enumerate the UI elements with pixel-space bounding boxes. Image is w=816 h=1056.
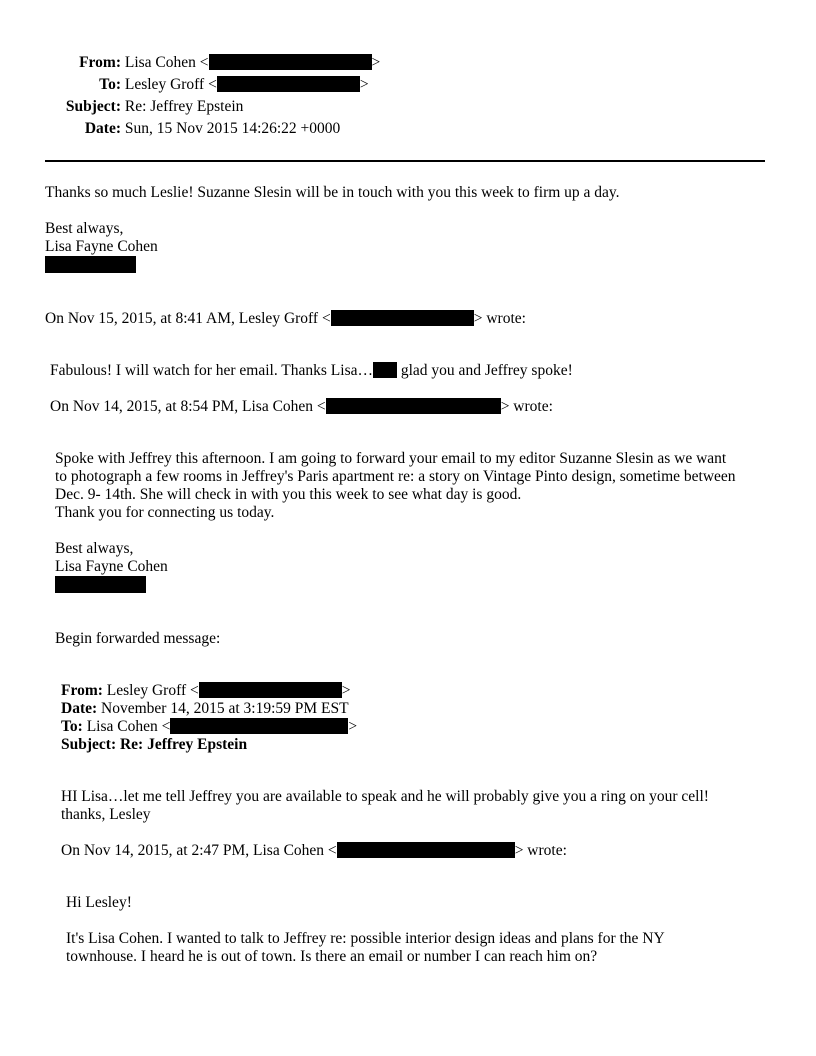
quote2-intro: On Nov 14, 2015, at 8:54 PM, Lisa Cohen < > wrote: [50,398,553,415]
to-name: Lesley Groff < [124,76,217,93]
subject-value: Re: Jeffrey Epstein [124,98,244,115]
header-date [0,120,340,138]
redaction-block [209,54,372,70]
msg1-sign2: Lisa Fayne Cohen [45,238,158,255]
subject-label: Subject: [65,98,121,115]
quote1-body: Fabulous! I will watch for her email. Thanks Lisa… glad you and Jeffrey spoke! [50,362,573,379]
redaction-block [199,682,342,698]
fwd-date: Date: November 14, 2015 at 3:19:59 PM EST [61,700,349,717]
redaction-block [45,256,136,273]
quote3-line1: It's Lisa Cohen. I wanted to talk to Jeffrey re: possible interior design ideas and plans for the NY [66,930,665,947]
quote2-line3: Dec. 9- 14th. She will check in with you this week to see what day is good. [55,486,522,503]
redaction-block [337,842,515,858]
fwd-from: From: Lesley Groff < > [61,682,351,699]
date-label: Date: [84,120,121,137]
header-divider [45,160,765,162]
redaction-block [373,362,397,378]
fwd-subject: Subject: Re: Jeffrey Epstein [61,736,248,753]
quote2-line4: Thank you for connecting us today. [55,504,275,521]
redaction-block [326,398,501,414]
header-subject [0,98,243,116]
msg1-sign1: Best always, [45,220,124,237]
date-value: Sun, 15 Nov 2015 14:26:22 +0000 [124,120,341,137]
redaction-block [170,718,348,734]
quote3-intro: On Nov 14, 2015, at 2:47 PM, Lisa Cohen < > wrote: [61,842,567,859]
quote2-line2: to photograph a few rooms in Jeffrey's Paris apartment re: a story on Vintage Pinto design, sometime between [55,468,736,485]
quote3-line2: townhouse. I heard he is out of town. Is there an email or number I can reach him on? [66,948,598,965]
header-to: To: Lesley Groff < > [0,76,369,94]
from-label: From: [79,54,121,71]
from-name: Lisa Cohen < [124,54,209,71]
quote1-intro: On Nov 15, 2015, at 8:41 AM, Lesley Groff < > wrote: [45,310,526,327]
to-label: To: [99,76,121,93]
msg1-body: Thanks so much Leslie! Suzanne Slesin will be in touch with you this week to firm up a day. [45,184,620,201]
quote2-sign1: Best always, [55,540,134,557]
quote2-line1: Spoke with Jeffrey this afternoon. I am going to forward your email to my editor Suzanne Slesin as we want [55,450,727,467]
forward-label: Begin forwarded message: [55,630,221,647]
quote3-greeting: Hi Lesley! [66,894,132,911]
redaction-block [217,76,360,92]
fwd-body2: thanks, Lesley [61,806,151,823]
redaction-block [55,576,146,593]
header-from: From: Lisa Cohen < > [0,54,400,72]
fwd-body1: HI Lisa…let me tell Jeffrey you are available to speak and he will probably give you a ring on your cell! [61,788,709,805]
quote2-sign2: Lisa Fayne Cohen [55,558,168,575]
fwd-to: To: Lisa Cohen < > [61,718,358,735]
redaction-block [331,310,474,326]
